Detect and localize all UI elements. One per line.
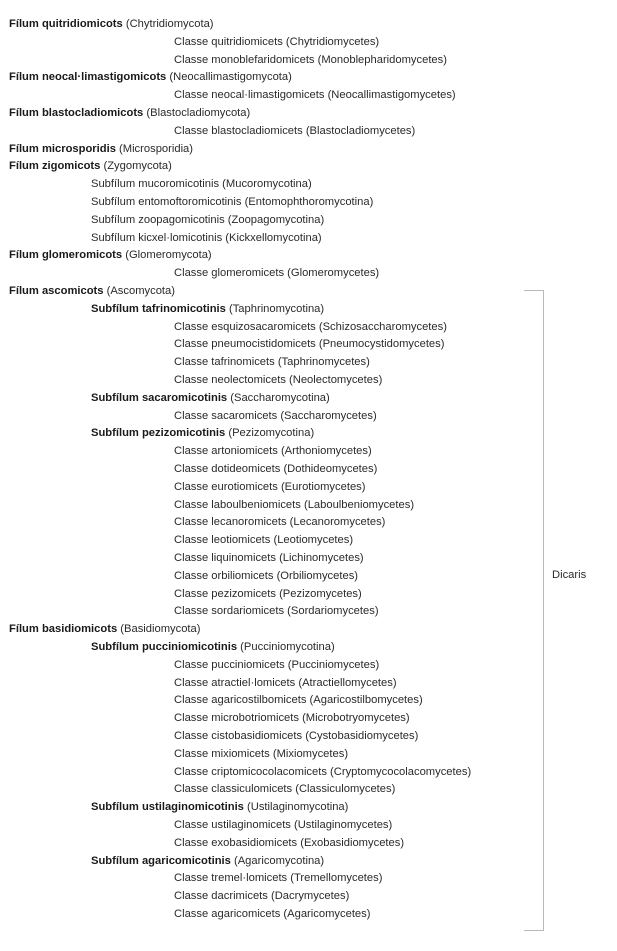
taxon-label: Classe esquizosacaromicets (Schizosaccharomycetes) bbox=[174, 320, 447, 333]
taxon-label: Classe dacrimicets (Dacrymycetes) bbox=[174, 890, 350, 903]
taxon-label: Classe pneumocistidomicets (Pneumocystidomycetes) bbox=[174, 338, 445, 351]
class-row bbox=[174, 33, 379, 51]
taxon-label: Classe lecanoromicets (Lecanoromycetes) bbox=[174, 516, 386, 529]
taxon-label: Classe mixiomicets (Mixiomycetes) bbox=[174, 747, 349, 760]
class-row bbox=[174, 745, 348, 763]
taxon-label: Classe neocal·limastigomicets (Neocallimastigomycetes) bbox=[174, 89, 456, 102]
taxon-label: Classe sordariomicets (Sordariomycetes) bbox=[174, 605, 379, 618]
phylum-row bbox=[9, 157, 172, 175]
taxon-label: Classe quitridiomicets (Chytridiomycetes) bbox=[174, 35, 380, 48]
class-row bbox=[174, 691, 423, 709]
taxon-label: Subfílum entomoftoromicotinis (Entomophthoromycotina) bbox=[91, 196, 374, 208]
taxon-label: Classe liquinomicets (Lichinomycetes) bbox=[174, 552, 364, 564]
class-row bbox=[174, 496, 414, 514]
taxon-name: Fílum quitridiomicots bbox=[9, 18, 123, 30]
phylum-row bbox=[9, 104, 250, 122]
taxon-label: (Pezizomycotina) bbox=[225, 427, 315, 440]
taxon-label: Classe blastocladiomicets (Blastocladiomycetes) bbox=[174, 124, 416, 137]
taxon-label: (Chytridiomycota) bbox=[122, 18, 214, 30]
taxon-name: Fílum zigomicots bbox=[9, 160, 101, 173]
taxon-label: Subfílum mucoromicotinis (Mucoromycotina) bbox=[91, 178, 312, 191]
taxon-label: Classe neolectomicets (Neolectomycetes) bbox=[174, 374, 383, 386]
class-row bbox=[174, 727, 418, 745]
class-row bbox=[174, 264, 379, 282]
taxon-label: Classe pucciniomicets (Pucciniomycetes) bbox=[174, 658, 380, 671]
taxon-label: Classe sacaromicets (Saccharomycetes) bbox=[174, 409, 377, 422]
taxon-label: Classe cistobasidiomicets (Cystobasidiomycetes) bbox=[174, 730, 419, 742]
class-row bbox=[174, 478, 366, 496]
taxon-label: Subfílum kicxel·lomicotinis (Kickxellomycotina) bbox=[91, 231, 322, 244]
class-row bbox=[174, 460, 377, 478]
phylum-row bbox=[9, 620, 200, 638]
class-row bbox=[174, 674, 397, 692]
phylum-row bbox=[9, 140, 193, 158]
taxon-label: Classe microbotriomicets (Microbotryomycetes) bbox=[174, 712, 410, 725]
class-row bbox=[174, 513, 385, 531]
class-row bbox=[174, 869, 382, 887]
taxon-label: (Ustilaginomycotina) bbox=[243, 801, 349, 814]
taxon-label: (Glomeromycota) bbox=[122, 249, 212, 262]
taxon-label: Classe dotideomicets (Dothideomycetes) bbox=[174, 463, 378, 475]
class-row bbox=[174, 763, 471, 781]
taxon-label: (Basidiomycota) bbox=[117, 623, 201, 636]
taxon-name: Fílum neocal·limastigomicots bbox=[9, 71, 167, 84]
taxon-label: Classe tafrinomicets (Taphrinomycetes) bbox=[174, 356, 370, 369]
class-row bbox=[174, 51, 447, 69]
class-row bbox=[174, 816, 392, 834]
taxon-name: Subfílum tafrinomicotinis bbox=[91, 302, 226, 315]
class-row bbox=[174, 834, 404, 852]
class-row bbox=[174, 318, 447, 336]
taxon-label: Classe agaricomicets (Agaricomycetes) bbox=[174, 908, 371, 920]
subphylum-row bbox=[91, 175, 312, 193]
subphylum-row bbox=[91, 211, 324, 229]
class-row bbox=[174, 585, 362, 603]
taxon-name: Fílum microsporidis bbox=[9, 142, 116, 155]
class-row bbox=[174, 780, 395, 798]
class-row bbox=[174, 122, 415, 140]
taxon-name: Fílum blastocladiomicots bbox=[9, 107, 144, 119]
taxon-label: Classe orbiliomicets (Orbiliomycetes) bbox=[174, 569, 359, 582]
taxon-label: Classe exobasidiomicets (Exobasidiomycetes) bbox=[174, 836, 405, 849]
taxon-label: Classe tremel·lomicets (Tremellomycetes) bbox=[174, 872, 383, 885]
class-row bbox=[174, 602, 379, 620]
phylum-row bbox=[9, 15, 214, 33]
taxon-label: Classe monoblefaridomicets (Monoblepharidomycetes) bbox=[174, 53, 447, 66]
class-row bbox=[174, 905, 370, 923]
class-row bbox=[174, 371, 382, 389]
taxon-label: Subfílum zoopagomicotinis (Zoopagomycotina) bbox=[91, 213, 325, 226]
subphylum-row bbox=[91, 852, 324, 870]
class-row bbox=[174, 407, 377, 425]
class-row bbox=[174, 531, 353, 549]
taxon-name: Fílum glomeromicots bbox=[9, 249, 123, 262]
subphylum-row bbox=[91, 229, 322, 247]
taxon-label: (Blastocladiomycota) bbox=[143, 107, 251, 119]
taxon-label: Classe classiculomicets (Classiculomycetes) bbox=[174, 783, 396, 796]
subphylum-row bbox=[91, 424, 314, 442]
dicaris-label: Dicaris bbox=[552, 569, 587, 581]
taxon-label: Classe glomeromicets (Glomeromycetes) bbox=[174, 267, 380, 280]
taxon-label: Classe atractiel·lomicets (Atractiellomycetes) bbox=[174, 676, 397, 689]
subphylum-row bbox=[91, 389, 330, 407]
dicaris-bracket bbox=[524, 290, 544, 931]
taxon-label: (Agaricomycotina) bbox=[230, 854, 325, 867]
class-row bbox=[174, 549, 364, 567]
phylum-row bbox=[9, 282, 175, 300]
class-row bbox=[174, 656, 379, 674]
taxon-name: Fílum ascomicots bbox=[9, 285, 104, 297]
class-row bbox=[174, 442, 372, 460]
subphylum-row bbox=[91, 798, 348, 816]
subphylum-row bbox=[91, 638, 335, 656]
taxon-label: Classe ustilaginomicets (Ustilaginomycetes) bbox=[174, 819, 393, 831]
taxon-label: (Ascomycota) bbox=[103, 285, 175, 297]
phylum-row bbox=[9, 68, 292, 86]
subphylum-row bbox=[91, 300, 324, 318]
taxon-name: Fílum basidiomicots bbox=[9, 623, 118, 636]
class-row bbox=[174, 709, 410, 727]
taxon-label: (Saccharomycotina) bbox=[227, 391, 330, 404]
phylum-row bbox=[9, 246, 212, 264]
taxon-name: Subfílum agaricomicotinis bbox=[91, 854, 231, 867]
taxon-label: Classe agaricostilbomicets (Agaricostilbomycetes) bbox=[174, 694, 423, 707]
taxon-label: (Microsporidia) bbox=[115, 142, 194, 155]
taxon-label: (Neocallimastigomycota) bbox=[166, 71, 292, 84]
taxon-label: (Pucciniomycotina) bbox=[237, 641, 335, 653]
taxon-name: Subfílum sacaromicotinis bbox=[91, 391, 228, 404]
taxon-label: Classe leotiomicets (Leotiomycetes) bbox=[174, 534, 354, 547]
taxon-label: Classe artoniomicets (Arthoniomycetes) bbox=[174, 445, 372, 458]
taxon-name: Subfílum pucciniomicotinis bbox=[91, 641, 238, 653]
taxon-label: (Zygomycota) bbox=[100, 160, 172, 173]
taxon-label: Classe pezizomicets (Pezizomycetes) bbox=[174, 587, 362, 600]
taxon-name: Subfílum ustilaginomicotinis bbox=[91, 801, 244, 814]
class-row bbox=[174, 353, 370, 371]
taxon-label: Classe laboulbeniomicets (Laboulbeniomycetes) bbox=[174, 498, 415, 511]
class-row bbox=[174, 335, 444, 353]
class-row bbox=[174, 86, 456, 104]
subphylum-row bbox=[91, 193, 373, 211]
class-row bbox=[174, 567, 358, 585]
taxon-label: Classe eurotiomicets (Eurotiomycetes) bbox=[174, 480, 366, 493]
class-row bbox=[174, 887, 349, 905]
taxon-label: Classe criptomicocolacomicets (Cryptomycocolacomycetes) bbox=[174, 765, 472, 778]
taxon-label: (Taphrinomycotina) bbox=[225, 302, 325, 315]
taxon-name: Subfílum pezizomicotinis bbox=[91, 427, 226, 440]
